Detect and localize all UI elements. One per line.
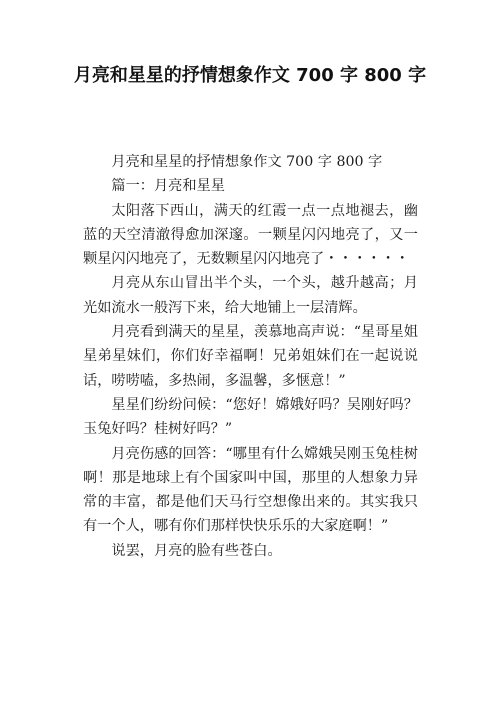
paragraph: 月亮从东山冒出半个头，一个头，越升越高；月光如流水一般泻下来，给大地铺上一层清辉。 bbox=[83, 275, 418, 316]
paragraph: 说罢，月亮的脸有些苍白。 bbox=[111, 542, 282, 559]
article-body bbox=[83, 150, 418, 563]
paragraph: 月亮伤感的回答：“哪里有什么嫦娥吴刚玉兔桂树啊！那是地球上有个国家叫中国，那里的人想象力异常的丰富，都是他们天马行空想像出来的。其实我只有一个人，哪有你们那样快快乐乐的大家庭啊！” bbox=[83, 445, 418, 535]
page-title: 月亮和星星的抒情想象作文 700 字 800 字 bbox=[73, 65, 427, 86]
paragraph: 太阳落下西山，满天的红霞一点一点地褪去，幽蓝的天空清澈得愈加深邃。一颗星闪闪地亮了，又一颗星闪闪地亮了，无数颗星闪闪地亮了・・・・・・ bbox=[83, 202, 418, 268]
paragraph: 星星们纷纷问候：“您好！嫦娥好吗？吴刚好吗？玉兔好吗？桂树好吗？” bbox=[83, 396, 418, 438]
paragraph-subtitle: 月亮和星星的抒情想象作文 700 字 800 字 bbox=[111, 154, 383, 170]
paragraph-section-heading: 篇一：月亮和星星 bbox=[111, 178, 225, 195]
paragraph: 月亮看到满天的星星，羡慕地高声说：“星哥星姐星弟星妹们，你们好幸福啊！兄弟姐妹们在一起说说话，唠唠嗑，多热闹，多温馨，多惬意！” bbox=[83, 324, 418, 389]
